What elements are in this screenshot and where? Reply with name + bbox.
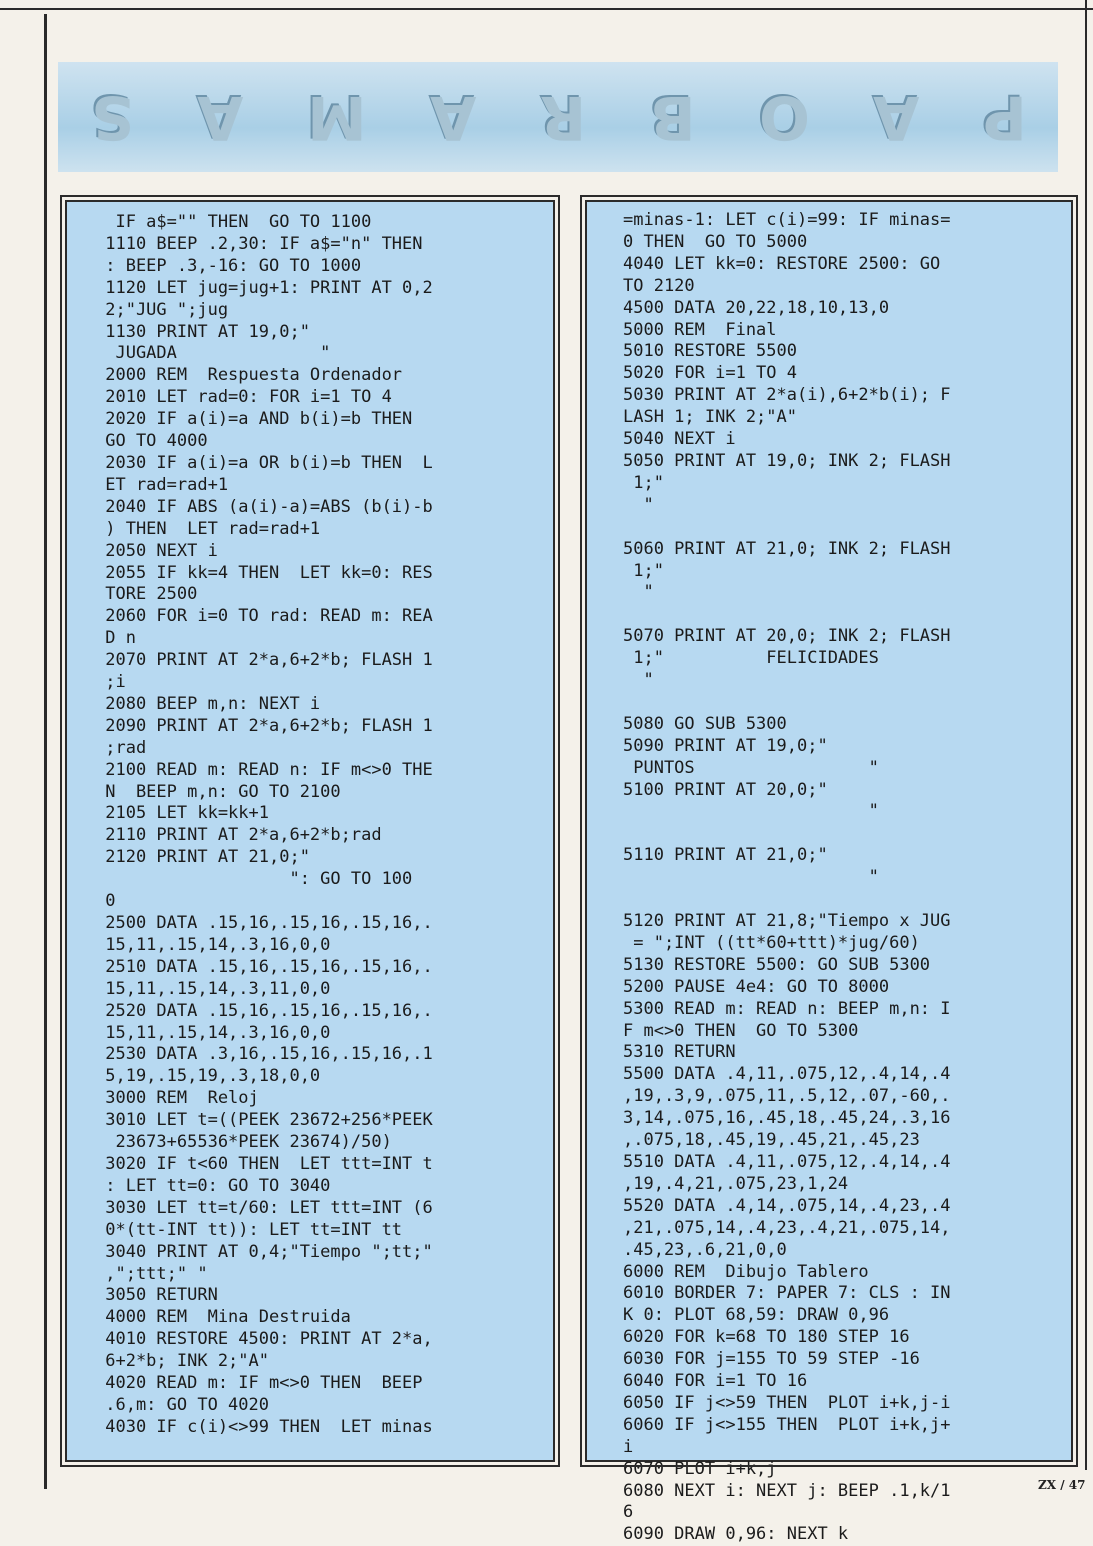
top-rule (0, 8, 1093, 10)
header-letter: S (88, 82, 134, 152)
basic-listing-text: IF a$="" THEN GO TO 1100 1110 BEEP .2,30: IF a$="n" THEN : BEEP .3,-16: GO TO 1000 1120 LET jug=jug+1: PRINT AT 0,2 2;"JUG ";jug 1130 PRINT AT 19,0;" JUGADA " 2000 REM Respuesta Ordenador 2010 LET rad=0: FOR i=1 TO 4 2020 IF a(i)=a AND b(i)=b THEN GO TO 4000 2030 IF a(i)=a OR b(i)=b THEN L ET rad=rad+1 2040 IF ABS (a(i)-a)=ABS (b(i)-b ) THEN LET rad=rad+1 2050 NEXT i 2055 IF kk=4 THEN LET kk=0: RES TORE 2500 2060 FOR i=0 TO rad: READ m: REA D n 2070 PRINT AT 2*a,6+2*b; FLASH 1 ;i 2080 BEEP m,n: NEXT i 2090 PRINT AT 2*a,6+2*b; FLASH 1 ;rad 2100 READ m: READ n: IF m<>0 THE N BEEP m,n: GO TO 2100 2105 LET kk=kk+1 2110 PRINT AT 2*a,6+2*b;rad 2120 PRINT AT 21,0;" ": GO TO 100 0 2500 DATA .15,16,.15,16,.15,16,. 15,11,.15,14,.3,16,0,0 2510 DATA .15,16,.15,16,.15,16,. 15,11,.15,14,.3,11,0,0 2520 DATA .15,16,.15,16,.15,16,. 15,11,.15,14,.3,16,0,0 2530 DATA .3,16,.15,16,.15,16,.1 5,19,.15,19,.3,18,0,0 3000 REM Reloj 3010 LET t=((PEEK 23672+256*PEEK 23673+65536*PEEK 23674)/50) 3020 IF t<60 THEN LET ttt=INT t : LET tt=0: GO TO 3040 3030 LET tt=t/60: LET ttt=INT (6 0*(tt-INT tt)): LET tt=INT tt 3040 PRINT AT 0,4;"Tiempo ";tt;" ,";ttt;" " 3050 RETURN 4000 REM Mina Destruida 4010 RESTORE 4500: PRINT AT 2*a, 6+2*b; INK 2;"A" 4020 READ m: IF m<>0 THEN BEEP .6,m: GO TO 4020 4030 IF c(i)<>99 THEN LET minas (105, 212, 433, 1437)
section-header-banner (58, 62, 1058, 172)
header-letter: A (871, 82, 920, 152)
left-rule (44, 14, 47, 1489)
header-letter: B (647, 82, 696, 152)
header-letter: A (195, 82, 244, 152)
right-rule (1085, 0, 1087, 1470)
header-letter: A (428, 82, 477, 152)
basic-listing-text: =minas-1: LET c(i)=99: IF minas= 0 THEN GO TO 5000 4040 LET kk=0: RESTORE 2500: GO TO 2120 4500 DATA 20,22,18,10,13,0 5000 REM Final 5010 RESTORE 5500 5020 FOR i=1 TO 4 5030 PRINT AT 2*a(i),6+2*b(i); F LASH 1; INK 2;"A" 5040 NEXT i 5050 PRINT AT 19,0; INK 2; FLASH 1;" " 5060 PRINT AT 21,0; INK 2; FLASH 1;" " 5070 PRINT AT 20,0; INK 2; FLASH 1;" FELICIDADES " 5080 GO SUB 5300 5090 PRINT AT 19,0;" PUNTOS " 5100 PRINT AT 20,0;" " 5110 PRINT AT 21,0;" " 5120 PRINT AT 21,8;"Tiempo x JUG = ";INT ((tt*60+ttt)*jug/60) 5130 RESTORE 5500: GO SUB 5300 5200 PAUSE 4e4: GO TO 8000 5300 READ m: READ n: BEEP m,n: I F m<>0 THEN GO TO 5300 5310 RETURN 5500 DATA .4,11,.075,12,.4,14,.4 ,19,.3,9,.075,11,.5,12,.07,-60,. 3,14,.075,16,.45,18,.45,24,.3,16 ,.075,18,.45,19,.45,21,.45,23 5510 DATA .4,11,.075,12,.4,14,.4 ,19,.4,21,.075,23,1,24 5520 DATA .4,14,.075,14,.4,23,.4 ,21,.075,14,.4,23,.4,21,.075,14, .45,23,.6,21,0,0 6000 REM Dibujo Tablero 6010 BORDER 7: PAPER 7: CLS : IN K 0: PLOT 68,59: DRAW 0,96 6020 FOR k=68 TO 180 STEP 16 6030 FOR j=155 TO 59 STEP -16 6040 FOR i=1 TO 16 6050 IF j<>59 THEN PLOT i+k,j-i 6060 IF j<>155 THEN PLOT i+k,j+ i 6070 PLOT i+k,j 6080 NEXT i: NEXT j: BEEP .1,k/1 6 6090 DRAW 0,96: NEXT k (623, 210, 951, 1545)
code-listing-left-column (65, 200, 555, 1462)
header-letter: M (305, 82, 367, 152)
header-letter: R (538, 82, 587, 152)
page-number: ZX / 47 (1038, 1478, 1086, 1492)
header-letter: P (981, 82, 1028, 152)
header-letter: O (756, 82, 810, 152)
